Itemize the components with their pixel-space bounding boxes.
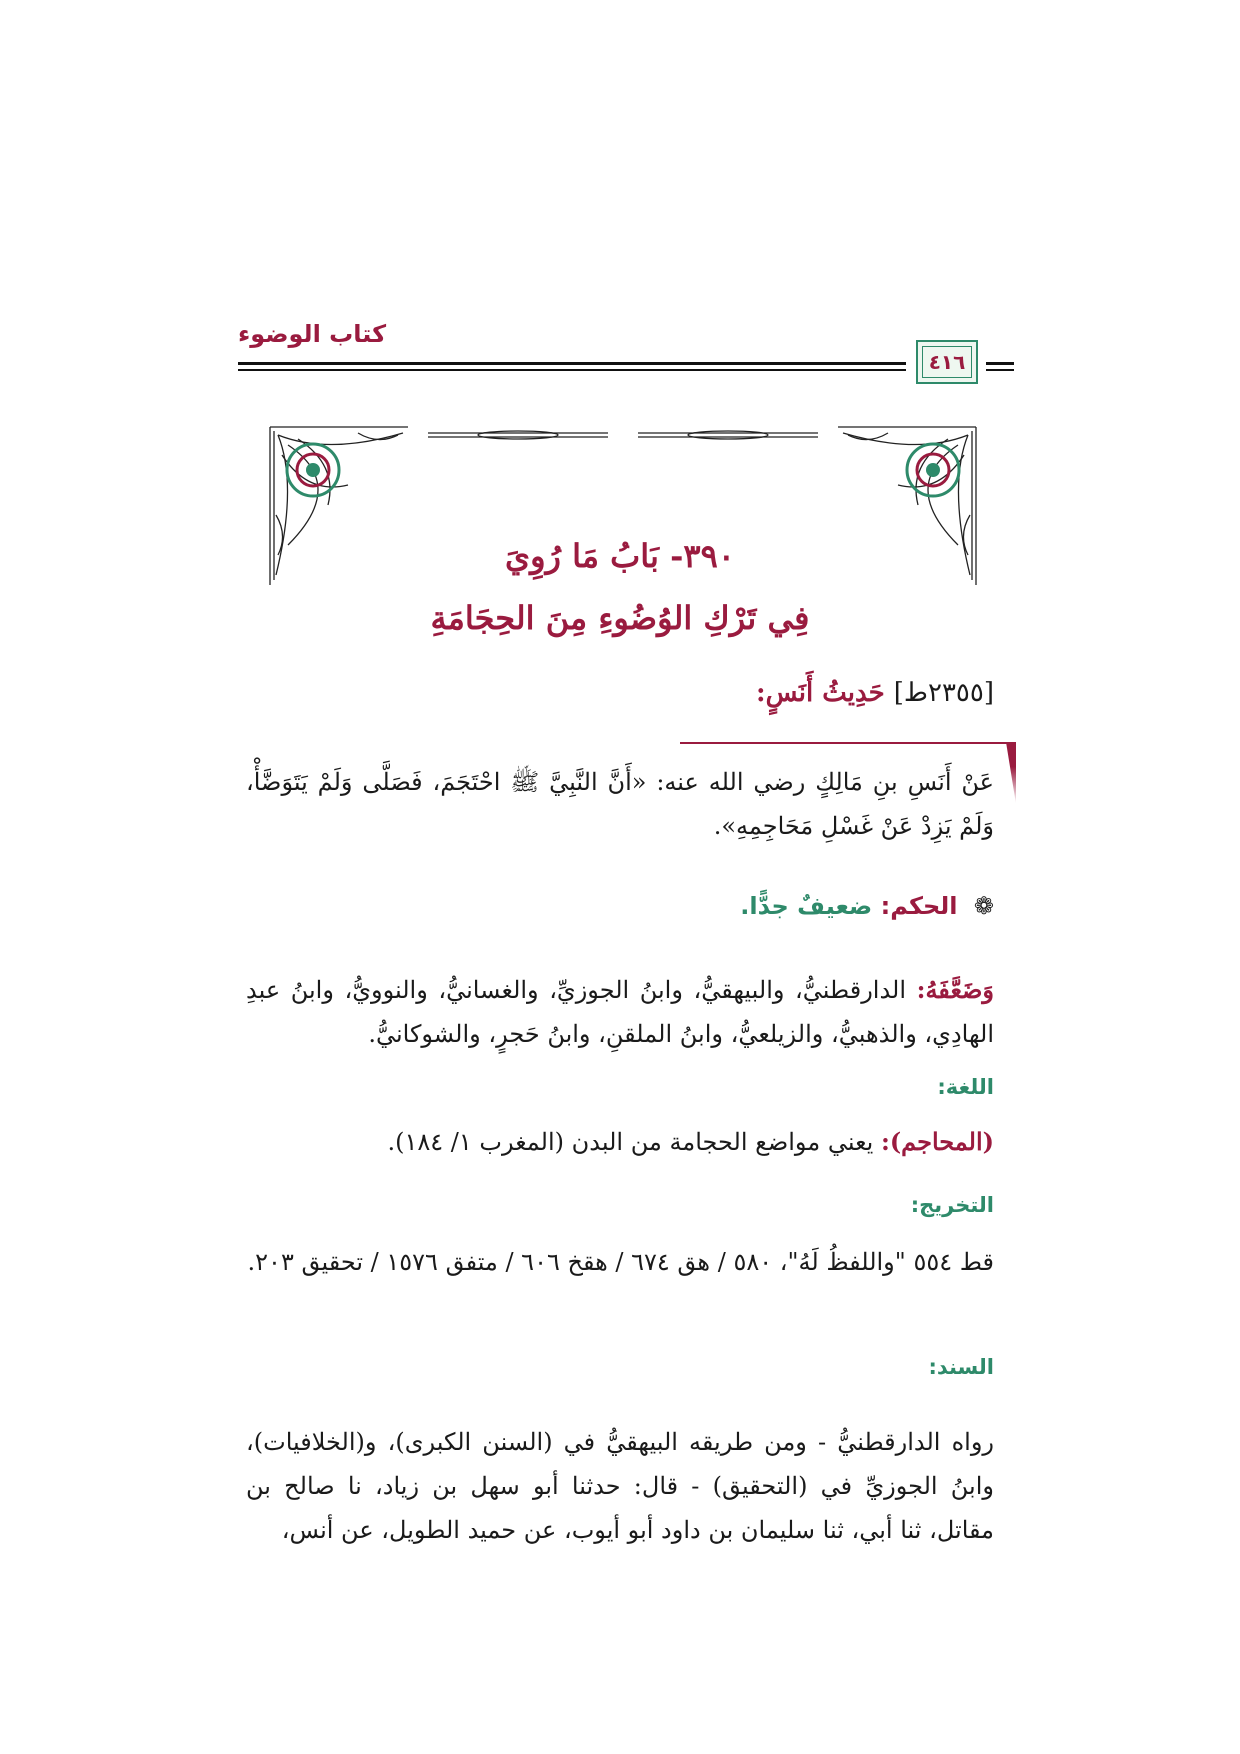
hadith-divider (680, 742, 1016, 744)
top-bar-ornament (428, 431, 818, 439)
header-rule (986, 369, 1014, 371)
language-label: اللغة: (937, 1075, 994, 1099)
weakened-lead: وَضَعَّفَهُ: (916, 975, 994, 1004)
header-rule (238, 362, 906, 365)
hadith-corner-mark (1006, 742, 1016, 804)
flower-icon: ❁ (973, 892, 994, 920)
verdict (740, 892, 994, 920)
hadith-title: حَدِيثُ أَنَسٍ: (755, 678, 885, 708)
header-rule (986, 362, 1014, 365)
chapter-title-line1: ٣٩٠- بَابُ مَا رُوِيَ (505, 537, 735, 575)
takhrij-text: قط ٥٥٤ "واللفظُ لَهُ"، ٥٨٠ / هق ٦٧٤ / هقخ ٦٠٦ / متفق ١٥٧٦ / تحقيق ٢٠٣. (247, 1248, 994, 1276)
page-number-text: ٤١٦ (928, 350, 966, 374)
sanad-text: رواه الدارقطنيُّ - ومن طريقه البيهقيُّ في (السنن الكبرى)، و(الخلافيات)، وابنُ الجوزيِّ في (التحقيق) - قال: حدثنا أبو سهل بن زياد، نا صالح بن مقاتل، ثنا أبي، ثنا سليمان بن داود أبو أيوب، عن حميد الطويل، عن أنس، (246, 1428, 994, 1544)
hadith-code: [٢٣٥٥ط] (893, 678, 994, 708)
language-term: (المحاجم): (880, 1127, 994, 1156)
takhrij-label: التخريج: (910, 1193, 994, 1217)
header-rule (238, 369, 906, 371)
chapter-title-line2: فِي تَرْكِ الوُضُوءِ مِنَ الحِجَامَةِ (430, 599, 810, 637)
verdict-value: ضعيفٌ جدًّا. (740, 892, 873, 920)
verdict-label: الحكم: (880, 892, 958, 920)
sanad-label: السند: (928, 1355, 994, 1379)
page-number (916, 340, 978, 384)
language-text (246, 1120, 994, 1164)
hadith-heading (756, 678, 994, 708)
weakened-text: الدارقطنيُّ، والبيهقيُّ، وابنُ الجوزيِّ، والغسانيُّ، والنوويُّ، وابنُ عبدِ الهادِي، والذهبيُّ، والزيلعيُّ، وابنُ الملقنِ، وابنُ حَجرٍ، والشوكانيُّ. (246, 976, 994, 1048)
hadith-text: عَنْ أَنَسِ بنِ مَالِكٍ رضي الله عنه: «أَنَّ النَّبِيَّ ﷺ احْتَجَمَ، فَصَلَّى وَلَمْ يَتَوَضَّأْ، وَلَمْ يَزِدْ عَنْ غَسْلِ مَحَاجِمِهِ». (246, 768, 994, 840)
language-definition: يعني مواضع الحجامة من البدن (المغرب ١/ ١٨٤). (387, 1128, 881, 1156)
chapter-title (300, 525, 940, 649)
book-title: كتاب الوضوء (238, 320, 387, 348)
weakened-by (246, 968, 994, 1056)
